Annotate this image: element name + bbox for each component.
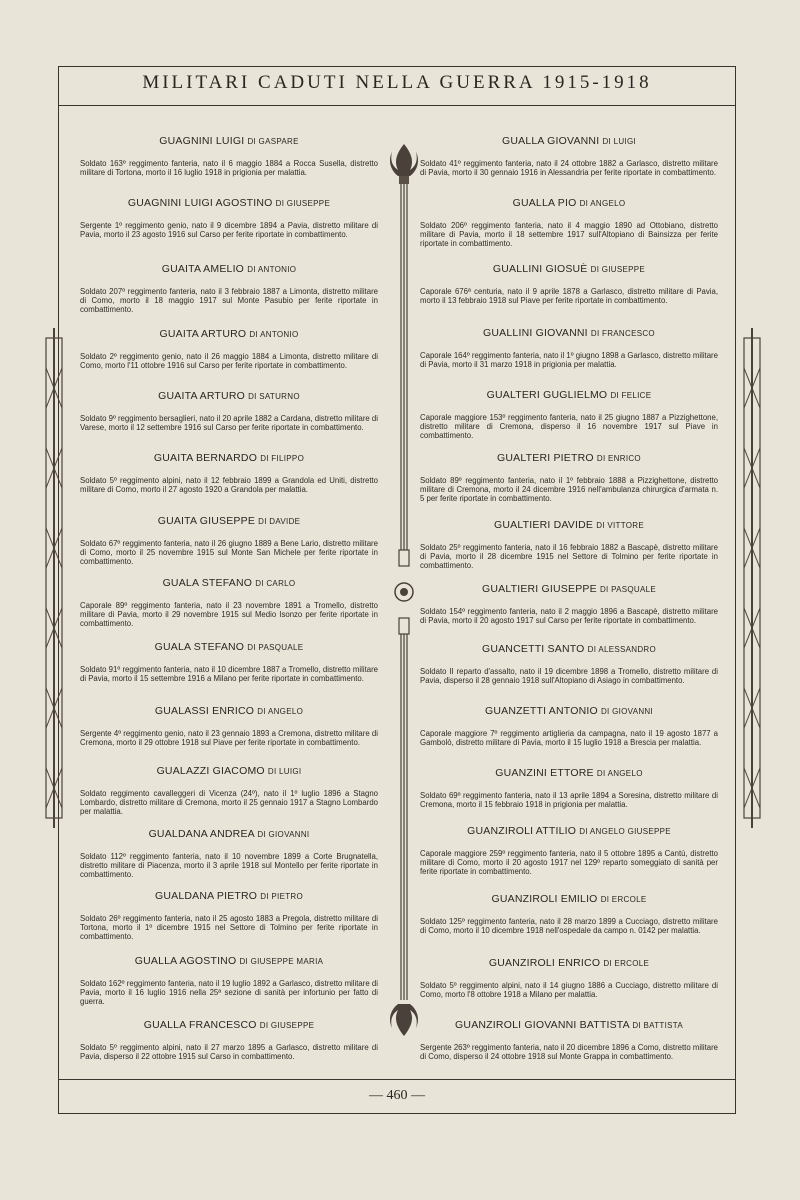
record-text: Soldato II reparto d'assalto, nato il 19 dicembre 1898 a Tromello, distretto militare di Pavia, disperso il 28 gennaio 1918 sull'Altopiano di Asiago in combattimento. — [420, 667, 718, 686]
record-text: Soldato 26º reggimento fanteria, nato il 25 agosto 1883 a Pregola, distretto militare di Tortona, morto il 1º dicembre 1915 nel Settore di Tolmino per ferite riportate in combattimento. — [80, 914, 378, 942]
record-text: Caporale 676ª centuria, nato il 9 aprile 1878 a Garlasco, distretto militare di Pavia, morto il 13 febbraio 1918 sul Piave per ferite riportate in combattimento. — [420, 287, 718, 306]
record-entry — [80, 765, 378, 817]
record-entry — [80, 641, 378, 683]
record-text: Soldato 69º reggimento fanteria, nato il 13 aprile 1894 a Soresina, distretto militare di Cremona, morto il 15 febbraio 1918 in prigionia per malattia. — [420, 791, 718, 810]
record-text: Caporale maggiore 7º reggimento artiglieria da campagna, nato il 19 agosto 1877 a Gambolò, distretto militare di Pavia, morto il 15 luglio 1918 a Brescia per malattia. — [420, 729, 718, 748]
soldier-name: GUAGNINI LUIGI DI GASPARE — [159, 135, 299, 147]
record-text: Soldato 5º reggimento alpini, nato il 12 febbraio 1899 a Grandola ed Uniti, distretto militare di Como, morto il 27 agosto 1920 a Grandola per malattia. — [80, 476, 378, 495]
soldier-name: GUALLA AGOSTINO DI GIUSEPPE MARIA — [134, 955, 324, 967]
record-text: Soldato 2º reggimento genio, nato il 26 maggio 1884 a Limonta, distretto militare di Como, morto l'11 ottobre 1916 sul Carso per ferite riportate in combattimento. — [80, 352, 378, 371]
soldier-name: GUALTIERI GIUSEPPE DI PASQUALE — [481, 583, 657, 595]
soldier-name: GUALA STEFANO DI CARLO — [162, 577, 296, 589]
record-text: Soldato 9º reggimento bersaglieri, nato il 20 aprile 1882 a Cardana, distretto militare di Varese, morto il 12 settembre 1916 sul Carso per ferite riportate in combattimento. — [80, 414, 378, 433]
record-entry — [80, 197, 378, 239]
record-text: Caporale 89º reggimento fanteria, nato il 23 novembre 1891 a Tromello, distretto militare di Pavia, morto il 29 novembre 1915 sul Medio Isonzo per ferite riportate in combattimento. — [80, 601, 378, 629]
soldier-name: GUALAZZI GIACOMO DI LUIGI — [156, 765, 302, 777]
record-entry — [420, 135, 718, 177]
soldier-name: GUAITA AMELIO DI ANTONIO — [161, 263, 297, 275]
soldier-name: GUANZETTI ANTONIO DI GIOVANNI — [484, 705, 654, 717]
soldier-name: GUALTIERI DAVIDE DI VITTORE — [494, 519, 644, 531]
soldier-name: GUANCETTI SANTO DI ALESSANDRO — [481, 643, 657, 655]
soldier-name: GUAITA ARTURO DI ANTONIO — [159, 328, 299, 340]
record-entry — [420, 705, 718, 747]
record-entry — [420, 519, 718, 571]
record-text: Soldato 125º reggimento fanteria, nato il 28 marzo 1899 a Cucciago, distretto militare di Como, morto il 10 dicembre 1918 nell'ospedale da campo n. 0142 per malattia. — [420, 917, 718, 936]
fasces-ornament-left-icon — [40, 328, 68, 828]
soldier-name: GUALLA GIOVANNI DI LUIGI — [502, 135, 636, 147]
soldier-name: GUALLA PIO DI ANGELO — [512, 197, 626, 209]
record-entry — [80, 705, 378, 747]
record-text: Caporale 164º reggimento fanteria, nato il 1º giugno 1898 a Garlasco, distretto militare di Pavia, morto il 31 marzo 1918 in prigionia per malattia. — [420, 351, 718, 370]
page-number: — 460 — — [369, 1088, 425, 1103]
soldier-name: GUALASSI ENRICO DI ANGELO — [154, 705, 304, 717]
record-text: Soldato 162º reggimento fanteria, nato il 19 luglio 1892 a Garlasco, distretto militare di Pavia, morto il 16 luglio 1916 nella 25ª sezione di sanità per infortunio per fatto di guerra. — [80, 979, 378, 1007]
record-entry — [80, 135, 378, 177]
record-text: Caporale maggiore 153º reggimento fanteria, nato il 25 giugno 1887 a Pizzighettone, distretto militare di Cremona, disperso il 16 novembre 1917 sul Piave in combattimento. — [420, 413, 718, 441]
soldier-name: GUALA STEFANO DI PASQUALE — [154, 641, 304, 653]
record-entry — [420, 893, 718, 935]
record-entry — [80, 263, 378, 315]
fasces-ornament-right-icon — [738, 328, 766, 828]
record-text: Sergente 4º reggimento genio, nato il 23 gennaio 1893 a Cremona, distretto militare di Cremona, morto il 29 ottobre 1918 sul Piave per ferite riportate in combattimento. — [80, 729, 378, 748]
record-entry — [80, 515, 378, 567]
record-entry — [80, 1019, 378, 1061]
soldier-name: GUAITA BERNARDO DI FILIPPO — [153, 452, 305, 464]
soldier-name: GUALDANA ANDREA DI GIOVANNI — [148, 828, 310, 840]
soldier-name: GUANZIROLI ATTILIO DI ANGELO GIUSEPPE — [467, 825, 671, 837]
record-text: Soldato 5º reggimento alpini, nato il 14 giugno 1886 a Cucciago, distretto militare di Como, morto l'8 ottobre 1918 a Milano per malattia. — [420, 981, 718, 1000]
record-text: Soldato 112º reggimento fanteria, nato il 10 novembre 1899 a Corte Brugnatella, distretto militare di Piacenza, morto il 3 aprile 1918 sul Montello per ferite riportate in combattimento. — [80, 852, 378, 880]
record-entry — [420, 263, 718, 305]
record-entry — [420, 583, 718, 625]
record-entry — [420, 825, 718, 877]
soldier-name: GUAGNINI LUIGI AGOSTINO DI GIUSEPPE — [127, 197, 331, 209]
soldier-name: GUALDANA PIETRO DI PIETRO — [154, 890, 304, 902]
record-entry — [420, 197, 718, 249]
record-entry — [80, 955, 378, 1007]
footer-rule — [58, 1079, 736, 1080]
soldier-name: GUANZIROLI ENRICO DI ERCOLE — [488, 957, 650, 969]
record-text: Soldato reggimento cavalleggeri di Vicenza (24º), nato il 1º luglio 1896 a Stagno Lombardo, distretto militare di Cremona, morto il 25 gennaio 1917 a Stagno Lombardo per malattia. — [80, 789, 378, 817]
record-text: Soldato 5º reggimento alpini, nato il 27 marzo 1895 a Garlasco, distretto militare di Pavia, disperso il 22 ottobre 1915 sul Carso in combattimento. — [80, 1043, 378, 1062]
soldier-name: GUALTERI GUGLIELMO DI FELICE — [486, 389, 652, 401]
record-text: Sergente 263º reggimento fanteria, nato il 20 dicembre 1896 a Como, distretto militare di Como, disperso il 24 ottobre 1918 sul Monte Grappa in combattimento. — [420, 1043, 718, 1062]
soldier-name: GUAITA GIUSEPPE DI DAVIDE — [157, 515, 301, 527]
header-rule — [58, 105, 736, 106]
record-text: Soldato 207º reggimento fanteria, nato il 3 febbraio 1887 a Limonta, distretto militare di Como, morto il 18 maggio 1917 sul Monte Pasubio per ferite riportate in combattimento. — [80, 287, 378, 315]
soldier-name: GUAITA ARTURO DI SATURNO — [158, 390, 300, 402]
record-text: Soldato 154º reggimento fanteria, nato il 2 maggio 1896 a Bascapè, distretto militare di Pavia, morto il 20 agosto 1917 sul Carso per ferite riportate in combattimento. — [420, 607, 718, 626]
record-entry — [420, 452, 718, 504]
record-entry — [80, 890, 378, 942]
soldier-name: GUALTERI PIETRO DI ENRICO — [497, 452, 641, 464]
record-text: Soldato 25º reggimento fanteria, nato il 16 febbraio 1882 a Bascapè, distretto militare di Pavia, morto il 28 dicembre 1915 nel Settore di Tolmino per ferite riportate in combattimento. — [420, 543, 718, 571]
soldier-name: GUANZIROLI GIOVANNI BATTISTA DI BATTISTA — [455, 1019, 683, 1031]
record-entry — [420, 957, 718, 999]
page-title: MILITARI CADUTI NELLA GUERRA 1915-1918 — [142, 72, 652, 93]
record-entry — [80, 328, 378, 370]
record-entry — [420, 767, 718, 809]
record-text: Soldato 206º reggimento fanteria, nato il 4 maggio 1890 ad Ottobiano, distretto militare di Pavia, morto il 18 settembre 1917 sull'Altopiano di Bainsizza per ferite riportate in combattimento. — [420, 221, 718, 249]
record-text: Soldato 89º reggimento fanteria, nato il 1º febbraio 1888 a Pizzighettone, distretto militare di Cremona, morto il 24 dicembre 1916 nell'ambulanza chirurgica d'armata n. 5 per ferite riportate in combattimento. — [420, 476, 718, 504]
record-text: Soldato 41º reggimento fanteria, nato il 24 ottobre 1882 a Garlasco, distretto militare di Pavia, morto il 30 gennaio 1916 in Alessandria per ferite riportate in combattimento. — [420, 159, 718, 178]
record-entry — [80, 390, 378, 432]
soldier-name: GUANZIROLI EMILIO DI ERCOLE — [491, 893, 647, 905]
soldier-name: GUALLA FRANCESCO DI GIUSEPPE — [143, 1019, 315, 1031]
record-entry — [80, 452, 378, 494]
record-entry — [420, 389, 718, 441]
record-text: Soldato 67º reggimento fanteria, nato il 26 giugno 1889 a Bene Lario, distretto militare di Como, morto il 25 novembre 1915 sul Monte San Michele per ferite riportate in combattimento. — [80, 539, 378, 567]
record-entry — [420, 327, 718, 369]
record-entry — [80, 577, 378, 629]
record-entry — [80, 828, 378, 880]
record-text: Soldato 163º reggimento fanteria, nato il 6 maggio 1884 a Rocca Susella, distretto militare di Tortona, morto il 16 luglio 1918 in prigionia per malattia. — [80, 159, 378, 178]
record-text: Sergente 1º reggimento genio, nato il 9 dicembre 1894 a Pavia, distretto militare di Pavia, morto il 23 agosto 1916 sul Carso per ferite riportate in combattimento. — [80, 221, 378, 240]
soldier-name: GUALLINI GIOVANNI DI FRANCESCO — [483, 327, 655, 339]
fasces-ornament-center-icon — [386, 140, 422, 1040]
record-entry — [420, 1019, 718, 1061]
record-text: Caporale maggiore 259º reggimento fanteria, nato il 5 ottobre 1895 a Cantù, distretto militare di Como, morto il 20 agosto 1917 nel 129º reparto someggiato di sanità per ferite riportate in combattimento. — [420, 849, 718, 877]
soldier-name: GUALLINI GIOSUÈ DI GIUSEPPE — [492, 263, 646, 275]
record-entry — [420, 643, 718, 685]
record-text: Soldato 91º reggimento fanteria, nato il 10 dicembre 1887 a Tromello, distretto militare di Pavia, morto il 15 settembre 1916 a Milano per ferite riportate in combattimento. — [80, 665, 378, 684]
soldier-name: GUANZINI ETTORE DI ANGELO — [495, 767, 643, 779]
